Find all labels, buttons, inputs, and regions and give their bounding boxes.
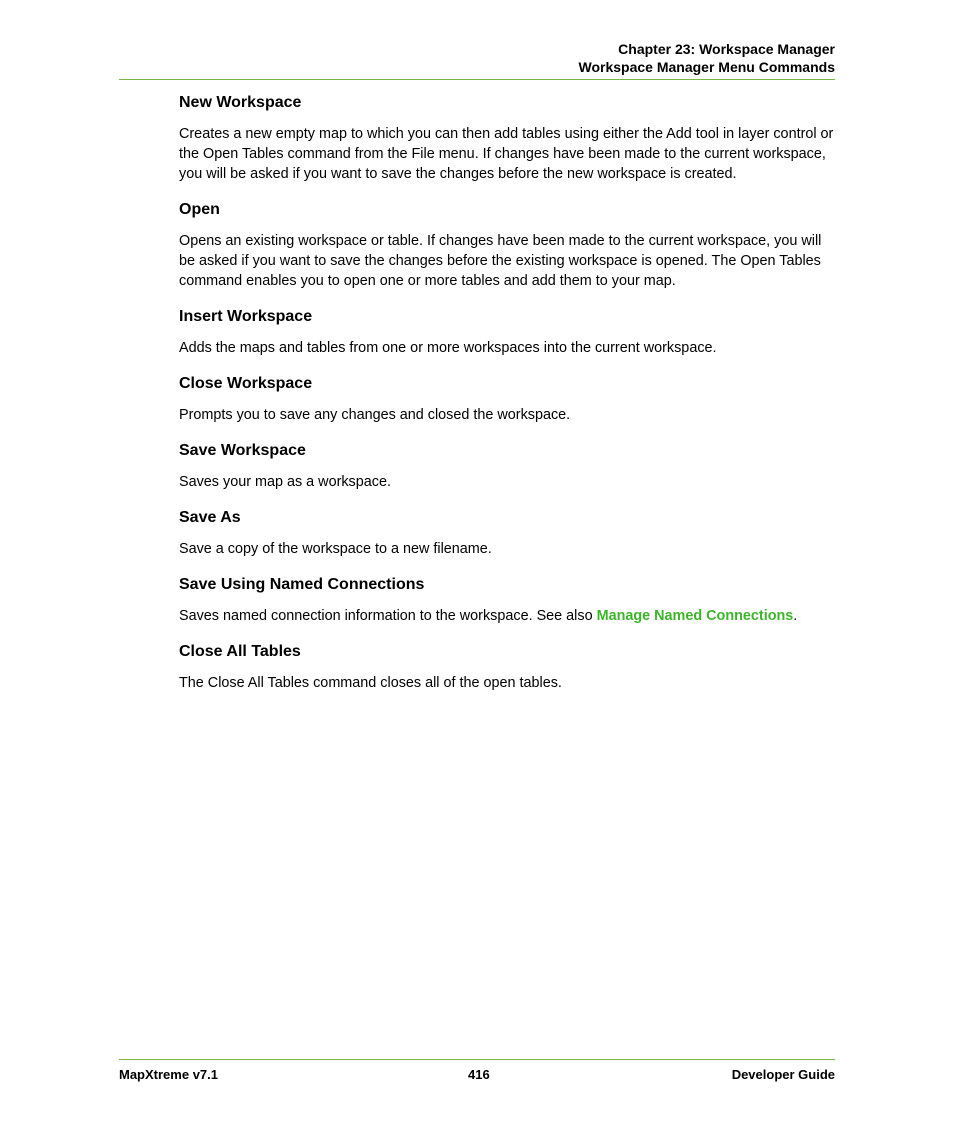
page-content xyxy=(179,93,839,709)
product-name: MapXtreme v7.1 xyxy=(119,1067,218,1082)
section-close-workspace xyxy=(179,374,839,425)
section-heading: Close Workspace xyxy=(179,375,313,392)
section-body: Adds the maps and tables from one or more workspaces into the current workspace. xyxy=(179,340,717,356)
running-header xyxy=(579,40,835,76)
section-body: Creates a new empty map to which you can then add tables using either the Add tool in layer control or the Open Tables command from the File menu. If changes have been made to the current workspace, you will be asked if you want to save the changes before the new workspace is created. xyxy=(179,126,834,182)
section-title: Workspace Manager Menu Commands xyxy=(578,59,835,75)
manage-named-connections-link[interactable]: Manage Named Connections xyxy=(596,608,794,624)
guide-name: Developer Guide xyxy=(731,1067,835,1082)
section-new-workspace xyxy=(179,93,839,184)
section-body: Save a copy of the workspace to a new filename. xyxy=(179,541,492,557)
section-open xyxy=(179,200,839,291)
section-heading: Open xyxy=(179,201,220,218)
chapter-title: Chapter 23: Workspace Manager xyxy=(618,41,835,57)
body-text: Saves named connection information to the workspace. See also xyxy=(179,608,597,624)
section-heading: Save Using Named Connections xyxy=(179,576,425,593)
body-text-end: . xyxy=(793,608,798,624)
footer-divider xyxy=(119,1059,835,1060)
page-number: 416 xyxy=(468,1067,490,1082)
section-save-using-named-connections xyxy=(179,575,839,626)
running-footer xyxy=(119,1066,835,1084)
section-body: Prompts you to save any changes and closed the workspace. xyxy=(179,407,571,423)
section-heading: New Workspace xyxy=(179,94,302,111)
section-heading: Close All Tables xyxy=(179,643,301,660)
header-divider xyxy=(119,79,835,80)
section-body xyxy=(179,606,839,626)
section-body: Saves your map as a workspace. xyxy=(179,474,391,490)
section-body: Opens an existing workspace or table. If changes have been made to the current workspace, you will be asked if you want to save the changes before the existing workspace is opened. The Open Tables command enables you to open one or more tables and add them to your map. xyxy=(179,233,822,289)
section-body: The Close All Tables command closes all of the open tables. xyxy=(179,675,562,691)
section-heading: Save As xyxy=(179,509,241,526)
section-save-as xyxy=(179,508,839,559)
section-heading: Save Workspace xyxy=(179,442,306,459)
section-save-workspace xyxy=(179,441,839,492)
section-close-all-tables xyxy=(179,642,839,693)
section-heading: Insert Workspace xyxy=(179,308,313,325)
section-insert-workspace xyxy=(179,307,839,358)
